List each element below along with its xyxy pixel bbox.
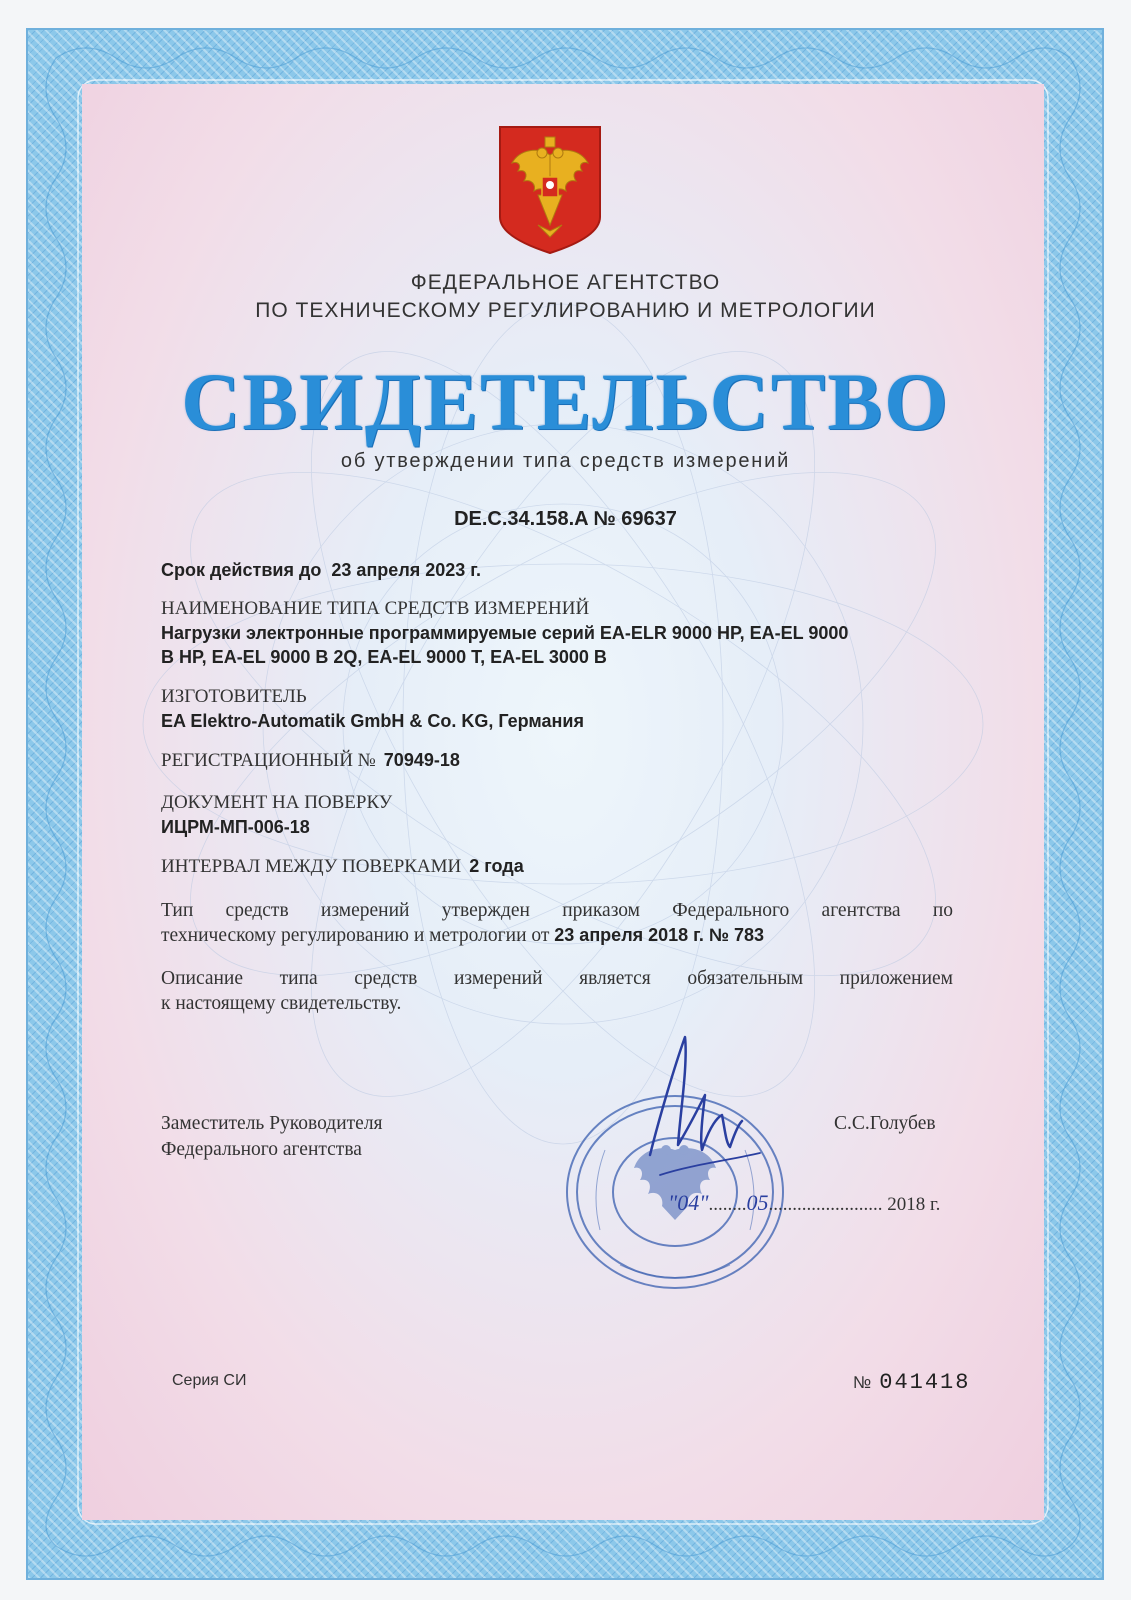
instrument-name-line1: Нагрузки электронные программируемые серий EA-ELR 9000 HP, EA-EL 9000 [161,623,849,643]
date-year: 2018 г. [887,1194,941,1215]
manufacturer-value: EA Elektro-Automatik GmbH & Co. KG, Германия [161,711,584,731]
description-line1: Описание типа средств измерений является обязательным приложением [161,968,953,989]
interval-value: 2 года [469,856,524,876]
registration-label: РЕГИСТРАЦИОННЫЙ № [161,750,376,771]
signature-date-row [668,1190,940,1216]
verification-doc-label: ДОКУМЕНТ НА ПОВЕРКУ [161,792,393,813]
approval-line2 [161,923,953,948]
date-day: "04" [668,1190,709,1215]
approval-order-date: 23 апреля 2018 г. № 783 [554,925,764,945]
approval-line1: Тип средств измерений утвержден приказом Федерального агентства по [161,900,953,921]
date-month: 05 [746,1190,769,1215]
registration-row [161,750,460,772]
validity-label: Срок действия до [161,560,322,580]
manufacturer-label: ИЗГОТОВИТЕЛЬ [161,686,307,707]
certificate-number: DE.C.34.158.A № 69637 [454,508,677,530]
instrument-label: НАИМЕНОВАНИЕ ТИПА СРЕДСТВ ИЗМЕРЕНИЙ [161,598,590,619]
validity-row [161,560,481,581]
russian-coat-of-arms-icon [498,125,602,255]
certificate-title: СВИДЕТЕЛЬСТВО [181,356,950,447]
registration-value: 70949-18 [383,750,460,770]
verification-doc-value: ИЦРМ-МП-006-18 [161,817,310,837]
number-sign: № [853,1373,872,1392]
approval-line2-prefix: техническому регулированию и метрологии от [161,925,550,946]
agency-name-line2: ПО ТЕХНИЧЕСКОМУ РЕГУЛИРОВАНИЮ И МЕТРОЛОГИИ [255,299,876,322]
form-number: 041418 [879,1370,971,1395]
handwritten-signature [630,1025,780,1215]
interval-label: ИНТЕРВАЛ МЕЖДУ ПОВЕРКАМИ [161,856,462,877]
date-dots-1: ........ [708,1194,747,1215]
instrument-name-line2: B HP, EA-EL 9000 B 2Q, EA-EL 9000 T, EA-EL 3000 B [161,647,607,667]
signatory-name: С.С.Голубев [834,1113,936,1134]
interval-row [161,856,524,878]
signatory-title-line2: Федерального агентства [161,1139,362,1160]
certificate-subtitle: об утверждении типа средств измерений [340,450,791,472]
date-dots-2: ........................ [768,1194,883,1215]
agency-name-line1: ФЕДЕРАЛЬНОЕ АГЕНТСТВО [410,271,721,294]
signatory-title-line1: Заместитель Руководителя [161,1113,383,1134]
form-number-row [853,1370,970,1395]
validity-date: 23 апреля 2023 г. [331,560,481,580]
description-line2: к настоящему свидетельству. [161,993,402,1014]
series-label: Серия СИ [172,1372,247,1389]
